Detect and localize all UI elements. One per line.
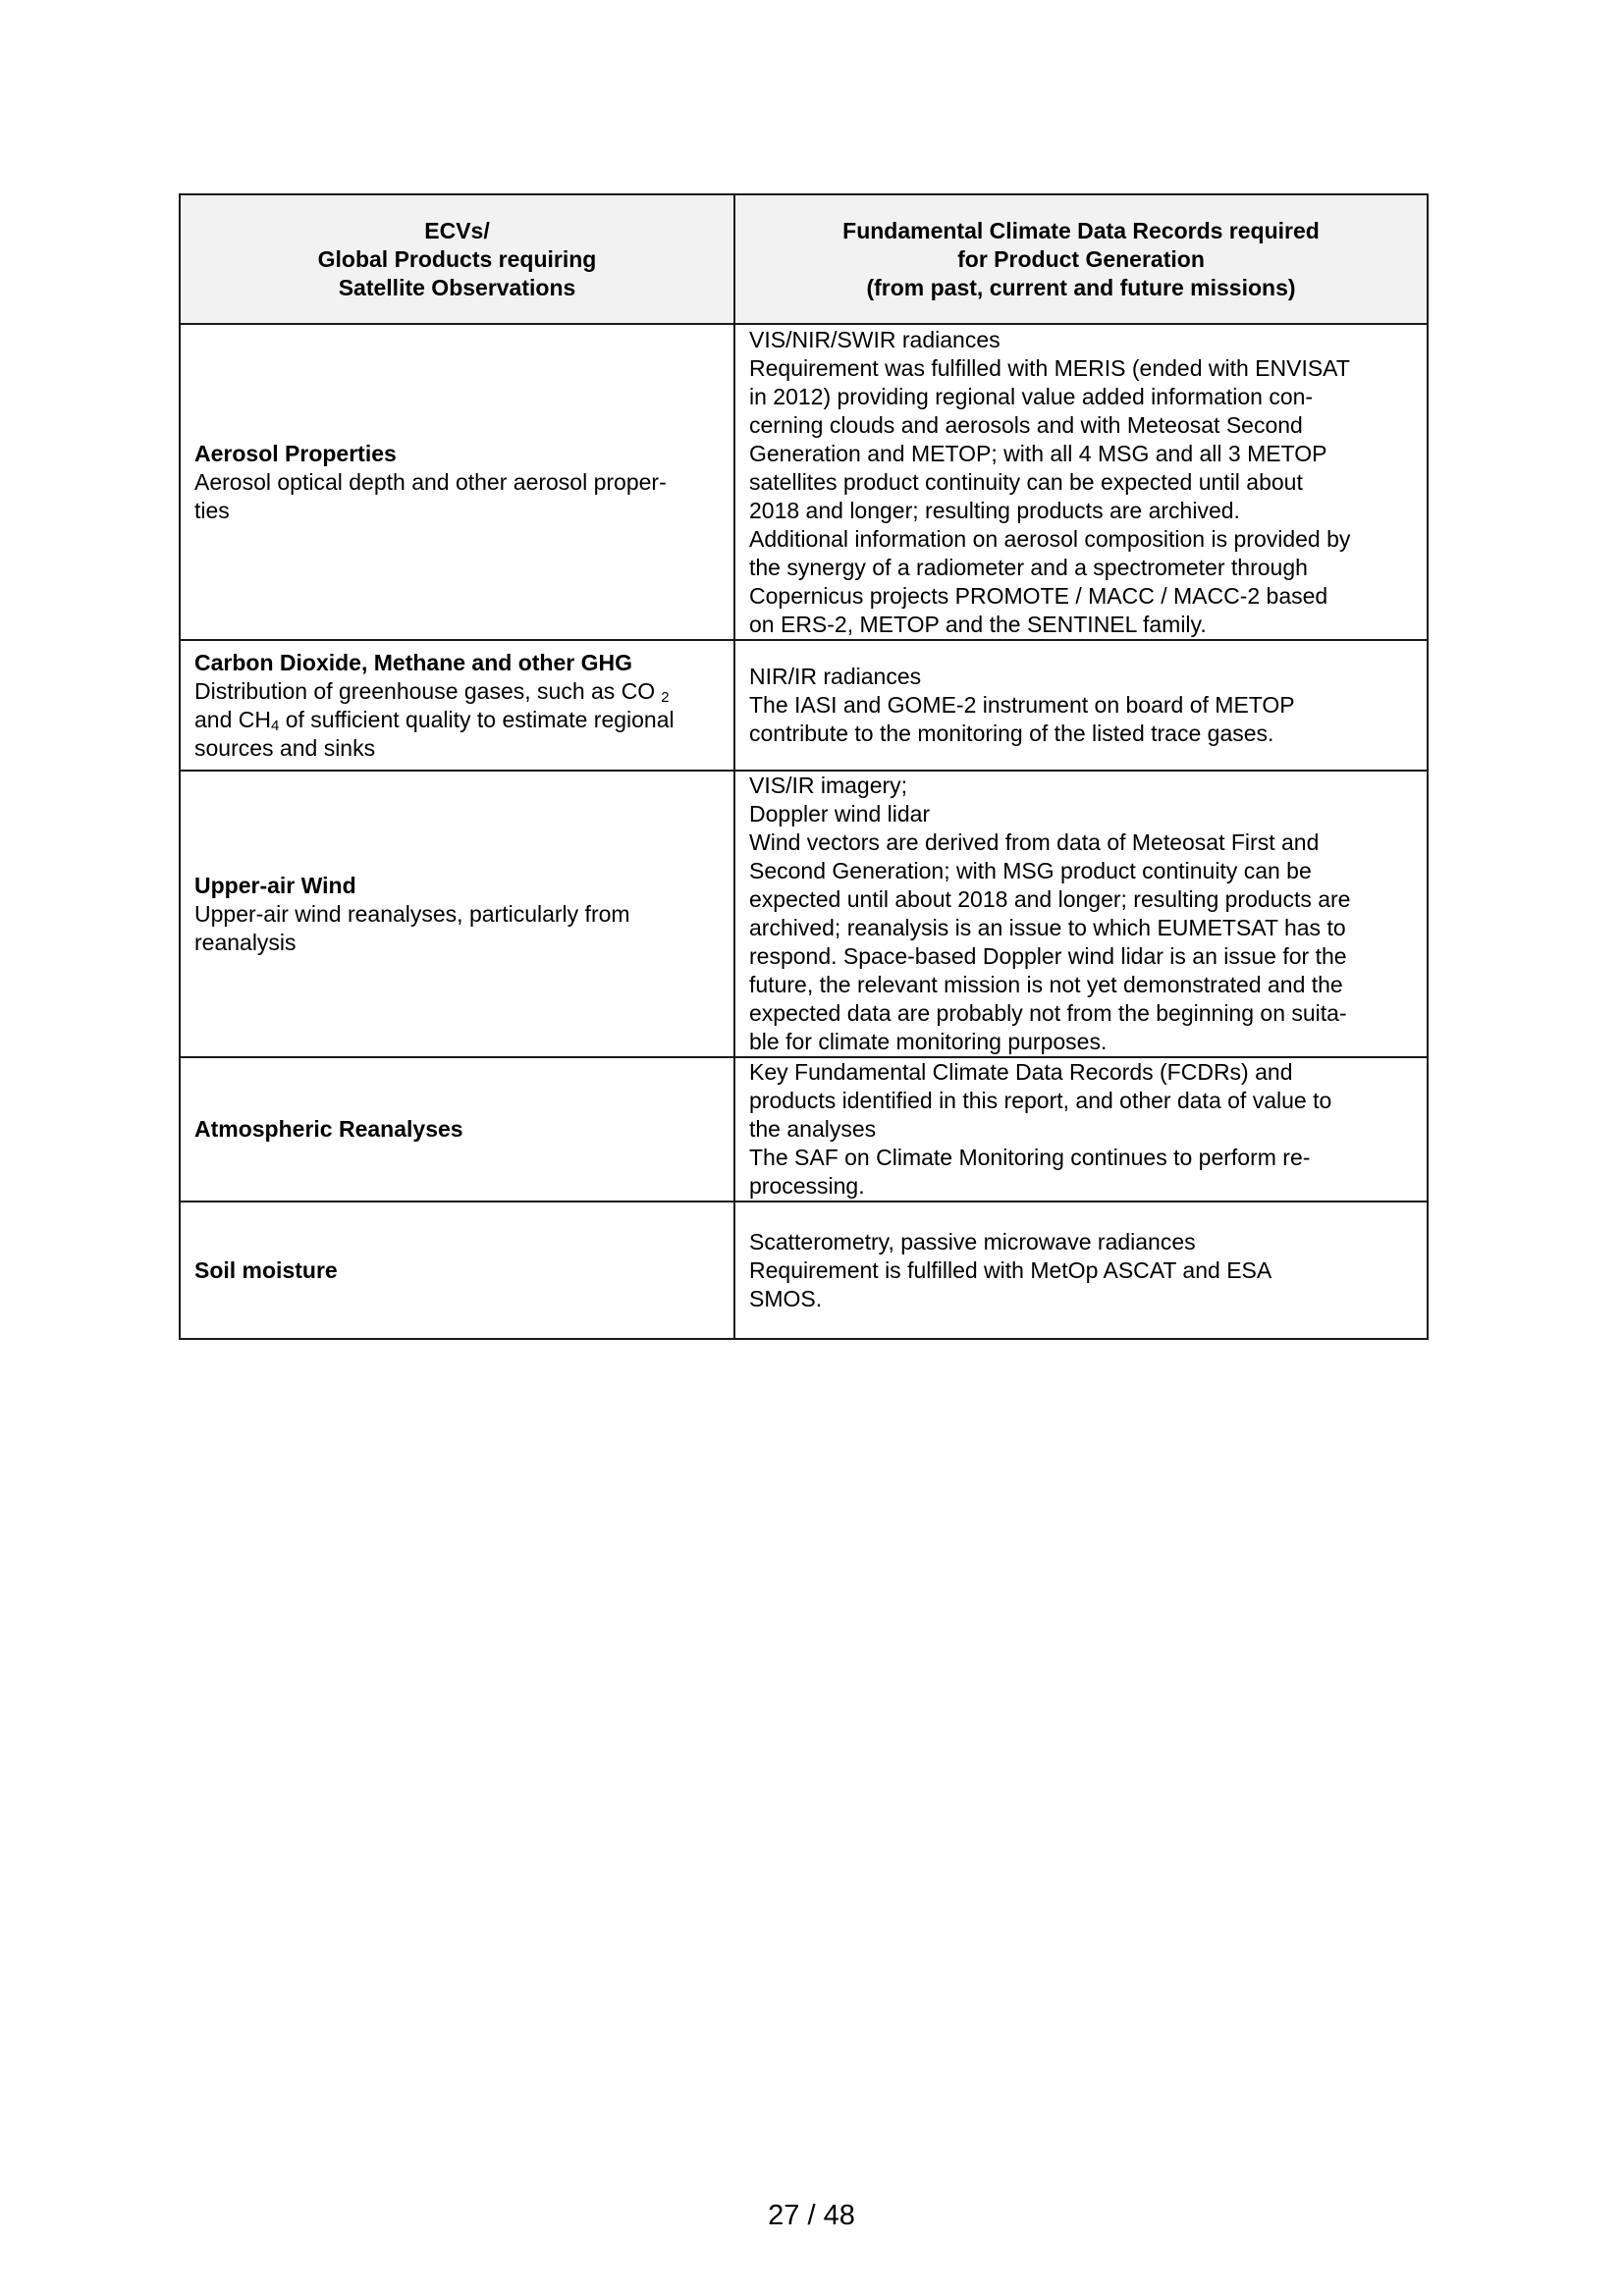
fcdr-line: future, the relevant mission is not yet demonstrated and the — [749, 972, 1343, 997]
ch4-subscript: 4 — [270, 717, 280, 734]
page-number: 27 / 48 — [768, 2200, 855, 2231]
fcdr-line: SMOS. — [749, 1285, 823, 1311]
fcdr-cell — [734, 1057, 1428, 1201]
table-row — [180, 640, 1428, 771]
fcdr-line: NIR/IR radiances — [749, 664, 922, 689]
table-row — [180, 324, 1428, 640]
ecv-requirements-table — [179, 193, 1429, 1340]
fcdr-cell — [734, 771, 1428, 1057]
header-right-line: for Product Generation — [957, 245, 1205, 272]
header-fcdr-column — [734, 194, 1428, 324]
fcdr-cell — [734, 640, 1428, 771]
fcdr-line: Requirement is fulfilled with MetOp ASCAT and ESA — [749, 1256, 1272, 1283]
fcdr-line: in 2012) providing regional value added information con- — [749, 383, 1314, 409]
fcdr-cell — [734, 1201, 1428, 1339]
fcdr-line: expected data are probably not from the beginning on suita- — [749, 1000, 1347, 1026]
fcdr-line: Requirement was fulfilled with MERIS (ended with ENVISAT — [749, 354, 1350, 381]
ecv-description-text: Distribution of greenhouse gases, such as CO — [194, 677, 656, 704]
fcdr-line: products identified in this report, and other data of value to — [749, 1088, 1332, 1113]
table-row — [180, 1201, 1428, 1339]
fcdr-line: ble for climate monitoring purposes. — [749, 1029, 1108, 1054]
fcdr-line: the analyses — [749, 1116, 877, 1142]
ecv-cell — [180, 640, 734, 771]
fcdr-line: Scatterometry, passive microwave radiances — [749, 1228, 1196, 1255]
table-row — [180, 771, 1428, 1057]
ecv-description-line — [194, 706, 720, 734]
header-right-line: (from past, current and future missions) — [866, 274, 1296, 300]
fcdr-line: expected until about 2018 and longer; resulting products are — [749, 886, 1351, 912]
fcdr-line: Generation and METOP; with all 4 MSG and all 3 METOP — [749, 440, 1327, 466]
ecv-cell — [180, 324, 734, 640]
ecv-description-text: and CH — [194, 706, 271, 732]
fcdr-cell — [734, 324, 1428, 640]
fcdr-line: respond. Space-based Doppler wind lidar is an issue for the — [749, 943, 1347, 969]
fcdr-line: contribute to the monitoring of the listed trace gases. — [749, 721, 1274, 746]
fcdr-line: The IASI and GOME-2 instrument on board of METOP — [749, 692, 1295, 718]
ecv-title: Carbon Dioxide, Methane and other GHG — [194, 649, 632, 675]
fcdr-line: Second Generation; with MSG product continuity can be — [749, 858, 1312, 883]
ecv-description-line: Aerosol optical depth and other aerosol proper- — [194, 468, 667, 495]
ecv-description-line: sources and sinks — [194, 734, 376, 761]
ecv-title: Soil moisture — [194, 1256, 338, 1283]
fcdr-line: The SAF on Climate Monitoring continues to perform re- — [749, 1145, 1311, 1170]
fcdr-line: Wind vectors are derived from data of Meteosat First and — [749, 829, 1320, 855]
fcdr-line: Copernicus projects PROMOTE / MACC / MACC-2 based — [749, 582, 1328, 609]
fcdr-line: satellites product continuity can be expected until about — [749, 468, 1303, 495]
header-left-line: ECVs/ — [424, 217, 490, 243]
fcdr-line: archived; reanalysis is an issue to which EUMETSAT has to — [749, 915, 1346, 940]
table-row — [180, 1057, 1428, 1201]
ecv-cell — [180, 771, 734, 1057]
ecv-description-line: reanalysis — [194, 929, 297, 955]
fcdr-line: 2018 and longer; resulting products are archived. — [749, 497, 1240, 523]
ecv-cell — [180, 1057, 734, 1201]
fcdr-line: Doppler wind lidar — [749, 801, 931, 827]
header-left-line: Satellite Observations — [338, 274, 576, 300]
ecv-title: Atmospheric Reanalyses — [194, 1116, 463, 1142]
ecv-title: Upper-air Wind — [194, 872, 356, 898]
fcdr-line: on ERS-2, METOP and the SENTINEL family. — [749, 611, 1207, 637]
fcdr-line: VIS/NIR/SWIR radiances — [749, 326, 1001, 352]
ecv-cell — [180, 1201, 734, 1339]
header-left-line: Global Products requiring — [317, 245, 597, 272]
ecv-description-line: Upper-air wind reanalyses, particularly from — [194, 900, 630, 927]
fcdr-line: Key Fundamental Climate Data Records (FCDRs) and — [749, 1059, 1293, 1085]
ecv-description-line: ties — [194, 497, 230, 523]
ecv-description-line — [194, 677, 720, 706]
header-ecv-column — [180, 194, 734, 324]
header-right-line: Fundamental Climate Data Records required — [842, 217, 1320, 243]
table-header-row — [180, 194, 1428, 324]
ecv-title: Aerosol Properties — [194, 440, 397, 466]
co2-subscript: 2 — [661, 688, 670, 706]
fcdr-line: VIS/IR imagery; — [749, 773, 908, 798]
fcdr-line: the synergy of a radiometer and a spectrometer through — [749, 554, 1308, 580]
fcdr-line: processing. — [749, 1173, 865, 1199]
fcdr-line: cerning clouds and aerosols and with Meteosat Second — [749, 411, 1303, 438]
ecv-description-text: of sufficient quality to estimate regional — [279, 706, 675, 732]
fcdr-line: Additional information on aerosol composition is provided by — [749, 525, 1351, 552]
